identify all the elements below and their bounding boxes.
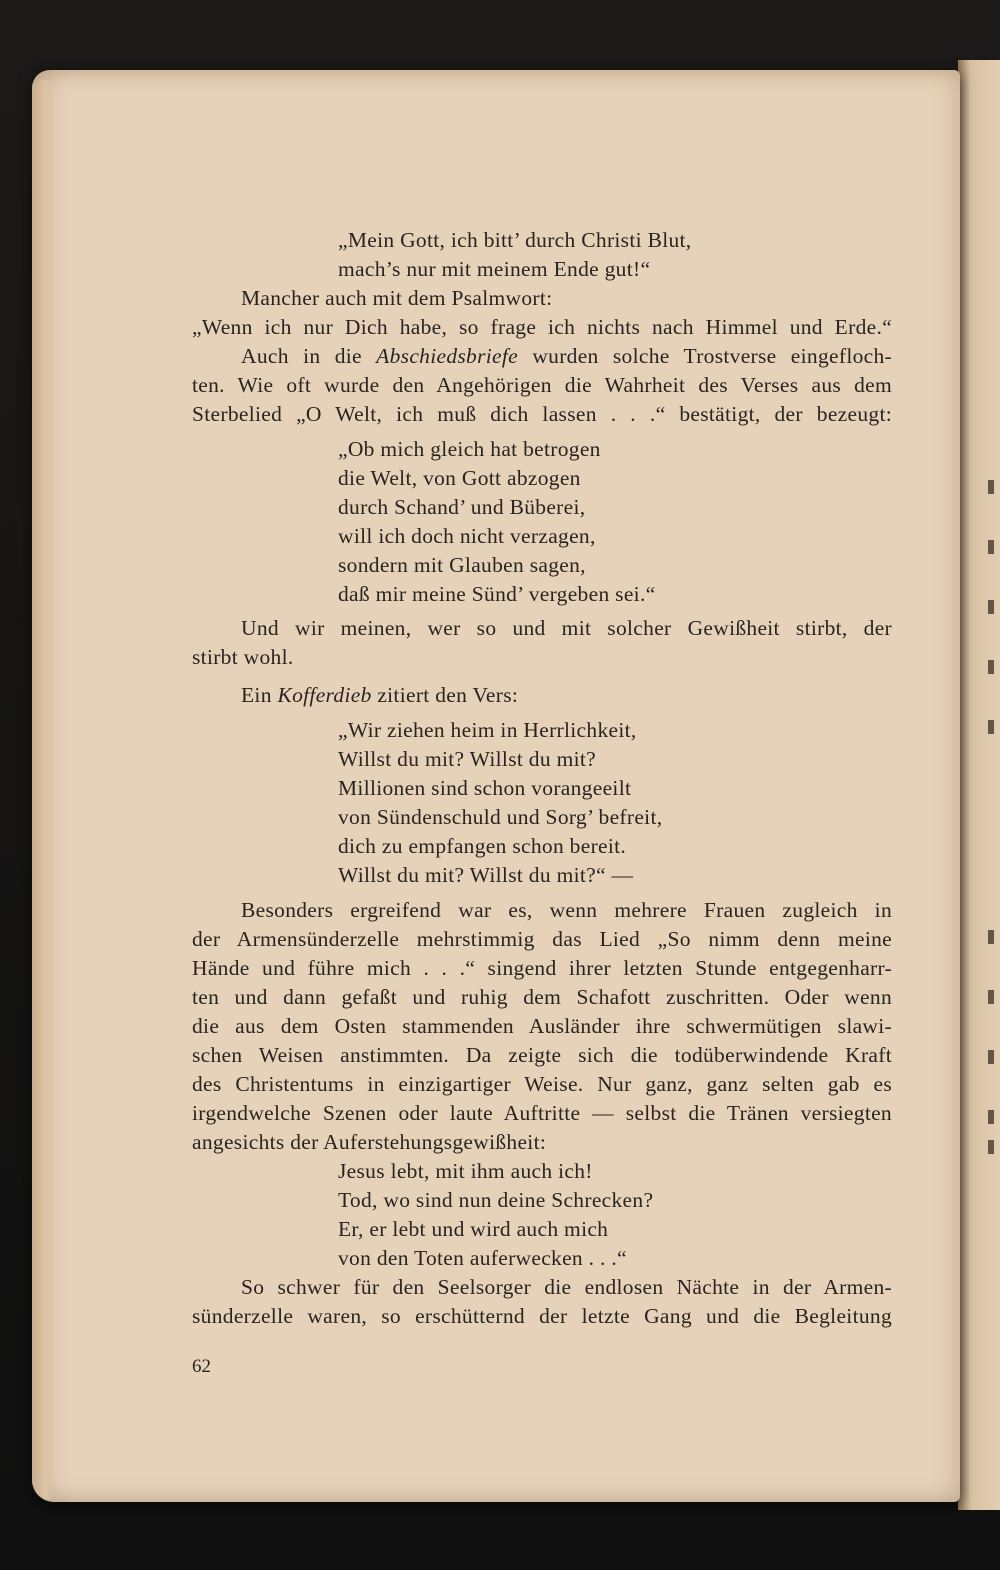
text-line: ten. Wie oft wurde den Angehörigen die Wahrheit des Verses aus dem bbox=[192, 373, 892, 397]
page-number: 62 bbox=[192, 1356, 211, 1377]
verse-line: Tod, wo sind nun deine Schrecken? bbox=[338, 1188, 654, 1212]
text-line: Mancher auch mit dem Psalmwort: bbox=[241, 286, 553, 310]
verse-line: von Sündenschuld und Sorg’ befreit, bbox=[338, 805, 663, 829]
text-line: Auch in die Abschiedsbriefe wurden solche Trostverse eingefloch- bbox=[241, 344, 893, 368]
text-line: Ein Kofferdieb zitiert den Vers: bbox=[241, 683, 519, 707]
emphasis: Abschiedsbriefe bbox=[376, 344, 518, 368]
text-line: sünderzelle waren, so erschütternd der letzte Gang und die Begleitung bbox=[192, 1304, 892, 1328]
text-line: des Christentums in einzigartiger Weise. Nur ganz, ganz selten gab es bbox=[192, 1072, 892, 1096]
text-line: Besonders ergreifend war es, wenn mehrere Frauen zugleich in bbox=[241, 898, 892, 922]
text-line: „Wenn ich nur Dich habe, so frage ich nichts nach Himmel und Erde.“ bbox=[192, 315, 892, 339]
verse-line: mach’s nur mit meinem Ende gut!“ bbox=[338, 257, 651, 281]
adjacent-page-edge bbox=[958, 60, 1000, 1510]
text-line: irgendwelche Szenen oder laute Auftritte — selbst die Tränen versiegten bbox=[192, 1101, 892, 1125]
verse-line: Millionen sind schon vorangeeilt bbox=[338, 776, 632, 800]
text-line: Und wir meinen, wer so und mit solcher Gewißheit stirbt, der bbox=[241, 616, 892, 640]
text-line: schen Weisen anstimmten. Da zeigte sich die todüberwindende Kraft bbox=[192, 1043, 892, 1067]
text-line: angesichts der Auferstehungsgewißheit: bbox=[192, 1130, 547, 1154]
text-line: So schwer für den Seelsorger die endlosen Nächte in der Armen- bbox=[241, 1275, 892, 1299]
verse-line: von den Toten auferwecken . . .“ bbox=[338, 1246, 627, 1270]
verse-line: Willst du mit? Willst du mit?“ — bbox=[338, 863, 634, 887]
verse-line: Jesus lebt, mit ihm auch ich! bbox=[338, 1159, 593, 1183]
text-line: ten und dann gefaßt und ruhig dem Schafott zuschritten. Oder wenn bbox=[192, 985, 892, 1009]
verse-line: „Ob mich gleich hat betrogen bbox=[338, 437, 601, 461]
verse-line: „Wir ziehen heim in Herrlichkeit, bbox=[338, 718, 637, 742]
verse-line: „Mein Gott, ich bitt’ durch Christi Blut, bbox=[338, 228, 692, 252]
verse-line: daß mir meine Sünd’ vergeben sei.“ bbox=[338, 582, 656, 606]
verse-line: Er, er lebt und wird auch mich bbox=[338, 1217, 609, 1241]
emphasis: Kofferdieb bbox=[277, 683, 372, 707]
verse-line: Willst du mit? Willst du mit? bbox=[338, 747, 596, 771]
text-line: die aus dem Osten stammenden Ausländer ihre schwermütigen slawi- bbox=[192, 1014, 892, 1038]
verse-line: durch Schand’ und Büberei, bbox=[338, 495, 586, 519]
text-line: Sterbelied „O Welt, ich muß dich lassen . . .“ bestätigt, der bezeugt: bbox=[192, 402, 892, 426]
verse-line: dich zu empfangen schon bereit. bbox=[338, 834, 627, 858]
page-binding-shadow bbox=[32, 80, 54, 1500]
verse-line: die Welt, von Gott abzogen bbox=[338, 466, 581, 490]
verse-line: sondern mit Glauben sagen, bbox=[338, 553, 586, 577]
text-line: der Armensünderzelle mehrstimmig das Lied „So nimm denn meine bbox=[192, 927, 892, 951]
text-line: Hände und führe mich . . .“ singend ihrer letzten Stunde entgegenharr- bbox=[192, 956, 892, 980]
verse-line: will ich doch nicht verzagen, bbox=[338, 524, 596, 548]
text-line: stirbt wohl. bbox=[192, 645, 294, 669]
